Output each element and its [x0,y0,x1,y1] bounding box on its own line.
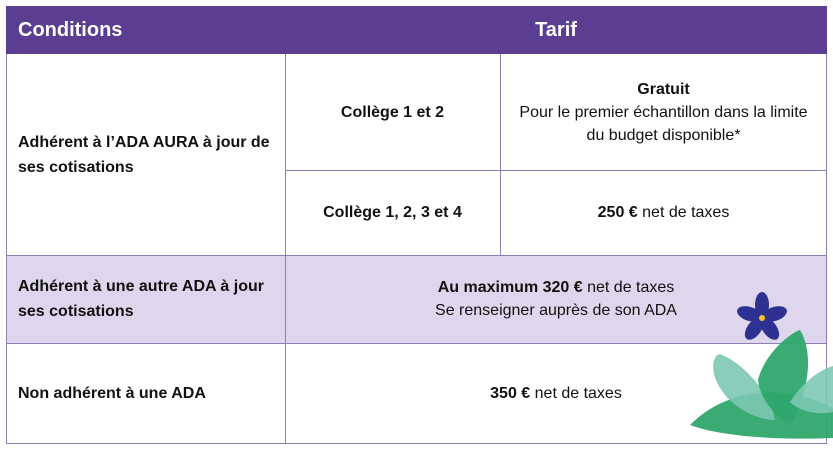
price-350-amount: 350 € [490,385,531,402]
college-1-4-text: Collège 1, 2, 3 et 4 [323,204,462,221]
border-col-1 [285,54,286,444]
header-tarif [285,6,827,54]
row-aura-college-1-4 [285,170,500,255]
header-tarif-label: Tarif [535,18,577,41]
row-aura-price-free [500,54,827,170]
price-250-amount: 250 € [597,204,638,221]
price-350-text [490,382,622,405]
row-aura-college-1-2 [285,54,500,170]
header-conditions [6,6,285,54]
row-other-label-text: Adhérent à une autre ADA à jour ses cotisations [18,278,264,320]
price-free-title: Gratuit [637,80,690,98]
price-350-suffix: net de taxes [530,385,622,402]
price-320-line [438,276,675,299]
border-row-1 [6,255,827,256]
price-250-text [598,201,730,224]
border-col-2 [500,54,501,255]
row-aura-price-250 [500,170,827,255]
price-320-note: Se renseigner auprès de son ADA [435,302,677,319]
row-aura-label [6,54,285,255]
row-non-member-label [6,343,285,444]
price-320-amount: Au maximum 320 € [437,279,583,296]
price-250-suffix: net de taxes [637,204,730,221]
row-other-label [6,255,285,343]
price-free-note: Pour le premier échantillon dans la limite du budget disponible* [519,103,808,144]
border-sub-row [285,170,827,171]
pricing-table [6,6,827,444]
border-right [826,54,827,444]
border-left [6,54,7,444]
row-other-price [285,255,827,343]
price-320-suffix: net de taxes [582,279,675,296]
border-row-2 [6,343,827,344]
header-conditions-label: Conditions [18,18,123,41]
row-non-member-price [285,343,827,444]
row-aura-label-text: Adhérent à l’ADA AURA à jour de ses cotisations [18,133,270,176]
college-1-2-text: Collège 1 et 2 [340,103,445,121]
border-bottom [6,443,827,444]
row-non-member-label-text: Non adhérent à une ADA [18,385,206,402]
